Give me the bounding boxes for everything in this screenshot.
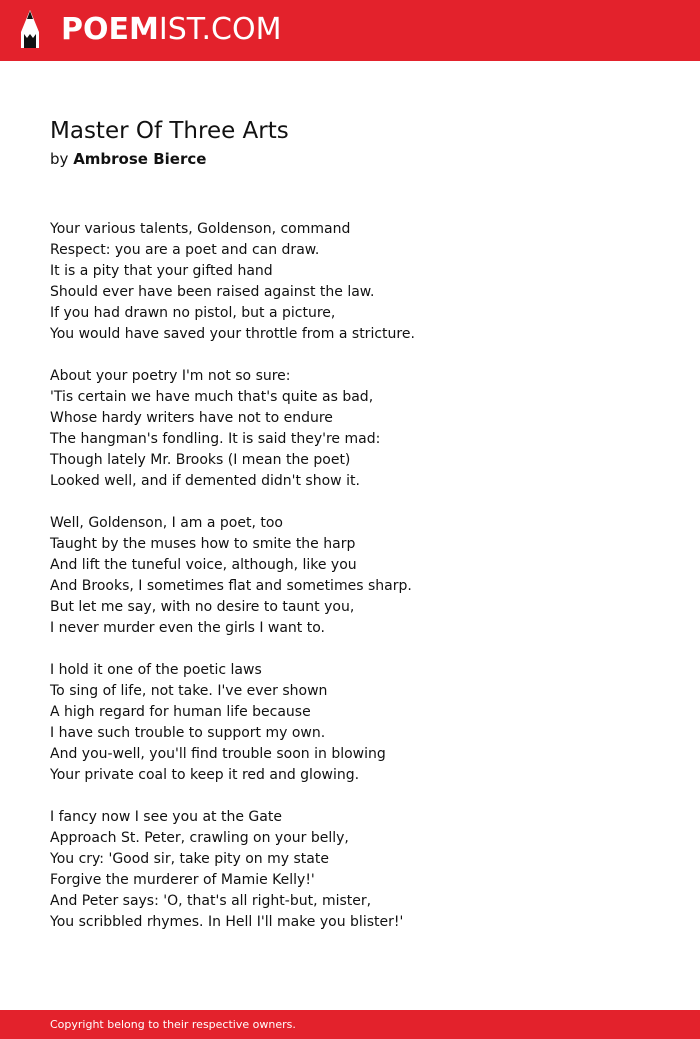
poem-line: The hangman's fondling. It is said they're mad: [50,431,381,447]
site-footer [0,1010,700,1039]
poem-line: Taught by the muses how to smite the harp [50,536,356,552]
poem-body [50,219,670,954]
pencil-tip-icon [18,10,42,50]
poem-line: And Brooks, I sometimes flat and sometimes sharp. [50,578,412,594]
poem-title: Master Of Three Arts [50,118,289,144]
poem-line: Should ever have been raised against the law. [50,284,375,300]
stanza [50,219,670,345]
poem-line: If you had drawn no pistol, but a picture, [50,305,336,321]
poem-line: Forgive the murderer of Mamie Kelly!' [50,872,315,888]
poem-line: I fancy now I see you at the Gate [50,809,282,825]
poem-line: It is a pity that your gifted hand [50,263,273,279]
stanza [50,660,670,786]
copyright-notice: Copyright belong to their respective owners. [50,1018,296,1031]
poem-line: You cry: 'Good sir, take pity on my state [50,851,329,867]
stanza [50,513,670,639]
logo-light-text: IST.COM [158,12,282,47]
site-header [0,0,700,61]
poem-line: I have such trouble to support my own. [50,725,326,741]
logo-bold-text: POEM [61,12,159,47]
poem-line: And lift the tuneful voice, although, like you [50,557,357,573]
poem-line: I never murder even the girls I want to. [50,620,326,636]
stanza [50,807,670,933]
poem-line: I hold it one of the poetic laws [50,662,262,678]
poem-line: Well, Goldenson, I am a poet, too [50,515,283,531]
poem-line: Your private coal to keep it red and glowing. [50,767,360,783]
poem-line: A high regard for human life because [50,704,311,720]
poem-line: 'Tis certain we have much that's quite as bad, [50,389,374,405]
poem-line: About your poetry I'm not so sure: [50,368,291,384]
poem-line: You scribbled rhymes. In Hell I'll make you blister!' [50,914,404,930]
poem-line: Whose hardy writers have not to endure [50,410,333,426]
poem-line: Approach St. Peter, crawling on your belly, [50,830,349,846]
poem-line: Your various talents, Goldenson, command [50,221,351,237]
by-label: by [50,150,69,168]
site-logo[interactable] [61,12,281,48]
poem-line: Looked well, and if demented didn't show it. [50,473,360,489]
poem-line: Respect: you are a poet and can draw. [50,242,320,258]
poem-line: To sing of life, not take. I've ever shown [50,683,328,699]
poem-line: And Peter says: 'O, that's all right-but, mister, [50,893,372,909]
poem-line: And you-well, you'll find trouble soon in blowing [50,746,386,762]
poem-line: Though lately Mr. Brooks (I mean the poet) [50,452,351,468]
poem-line: You would have saved your throttle from a stricture. [50,326,415,342]
author-name: Ambrose Bierce [73,150,207,168]
poem-line: But let me say, with no desire to taunt you, [50,599,355,615]
byline [50,148,206,170]
stanza [50,366,670,492]
